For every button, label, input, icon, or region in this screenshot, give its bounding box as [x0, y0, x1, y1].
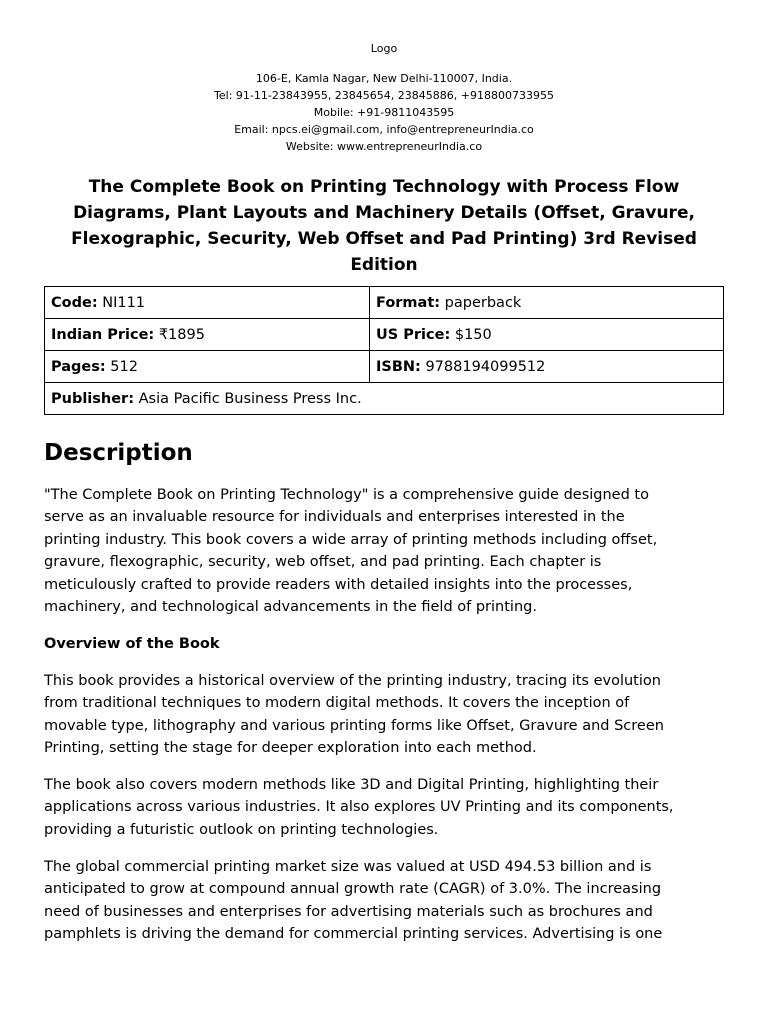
telephone: Tel: 91-11-23843955, 23845654, 23845886, +918800733955	[214, 89, 554, 102]
paragraph-line: meticulously crafted to provide readers with detailed insights into the processes,	[44, 576, 633, 593]
book-title	[40, 174, 728, 278]
logo: Logo	[370, 42, 398, 55]
indian-price-value: ₹1895	[158, 326, 205, 343]
code-cell	[45, 287, 370, 319]
publisher-cell	[45, 383, 724, 415]
paragraph-line: movable type, lithography and various printing forms like Offset, Gravure and Screen	[44, 717, 664, 734]
overview-paragraph-2	[44, 774, 734, 841]
book-title-line: Diagrams, Plant Layouts and Machinery Details (Offset, Gravure,	[73, 203, 695, 223]
paragraph-line: anticipated to grow at compound annual growth rate (CAGR) of 3.0%. The increasing	[44, 881, 662, 898]
isbn-cell	[370, 351, 724, 383]
table-row	[45, 351, 724, 383]
paragraph-line: pamphlets is driving the demand for commercial printing services. Advertising is one	[44, 926, 663, 943]
paragraph-line: machinery, and technological advancements in the field of printing.	[44, 599, 537, 616]
paragraph-line: from traditional techniques to modern digital methods. It covers the inception of	[44, 695, 630, 712]
code-label: Code:	[51, 294, 98, 311]
table-row	[45, 383, 724, 415]
paragraph-line: printing industry. This book covers a wide array of printing methods including offset,	[44, 531, 658, 548]
us-price-value: $150	[454, 326, 492, 343]
paragraph-line: providing a futuristic outlook on printing technologies.	[44, 821, 439, 838]
mobile: Mobile: +91-9811043595	[313, 106, 455, 119]
book-title-line: The Complete Book on Printing Technology with Process Flow	[88, 177, 680, 197]
publisher-label: Publisher:	[51, 390, 135, 407]
isbn-label: ISBN:	[376, 358, 421, 375]
paragraph-line: This book provides a historical overview of the printing industry, tracing its evolution	[44, 673, 661, 689]
paragraph-line: gravure, flexographic, security, web offset, and pad printing. Each chapter is	[44, 554, 602, 571]
paragraph-line: need of businesses and enterprises for advertising materials such as brochures and	[44, 903, 653, 920]
book-details-table	[44, 286, 724, 415]
table-row	[45, 287, 724, 319]
indian-price-label: Indian Price:	[51, 326, 155, 343]
pages-value: 512	[110, 358, 138, 375]
format-cell	[370, 287, 724, 319]
indian-price-cell	[45, 319, 370, 351]
code-value: NI111	[102, 294, 146, 311]
paragraph-line: The global commercial printing market size was valued at USD 494.53 billion and is	[44, 859, 652, 875]
overview-paragraph-3	[44, 856, 734, 946]
contact-block	[0, 70, 768, 155]
description-heading: Description	[44, 440, 193, 466]
address: 106-E, Kamla Nagar, New Delhi-110007, India.	[255, 72, 513, 85]
table-row	[45, 319, 724, 351]
us-price-cell	[370, 319, 724, 351]
publisher-value: Asia Pacific Business Press Inc.	[138, 390, 362, 407]
isbn-value: 9788194099512	[425, 358, 546, 375]
email: Email: npcs.ei@gmail.com, info@entrepreneurIndia.co	[234, 123, 534, 136]
overview-heading: Overview of the Book	[44, 636, 220, 652]
paragraph-line: serve as an invaluable resource for individuals and enterprises interested in the	[44, 509, 625, 526]
website: Website: www.entrepreneurIndia.co	[285, 140, 483, 153]
format-label: Format:	[376, 294, 441, 311]
paragraph-line: "The Complete Book on Printing Technology" is a comprehensive guide designed to	[44, 487, 649, 503]
paragraph-line: The book also covers modern methods like 3D and Digital Printing, highlighting their	[44, 777, 659, 793]
overview-paragraph-1	[44, 670, 734, 760]
pages-label: Pages:	[51, 358, 106, 375]
book-title-line: Edition	[350, 255, 418, 275]
format-value: paperback	[444, 294, 522, 311]
intro-paragraph	[44, 484, 734, 618]
paragraph-line: Printing, setting the stage for deeper exploration into each method.	[44, 740, 537, 757]
us-price-label: US Price:	[376, 326, 451, 343]
book-title-line: Flexographic, Security, Web Offset and Pad Printing) 3rd Revised	[71, 229, 697, 249]
pages-cell	[45, 351, 370, 383]
paragraph-line: applications across various industries. It also explores UV Printing and its components,	[44, 799, 674, 816]
